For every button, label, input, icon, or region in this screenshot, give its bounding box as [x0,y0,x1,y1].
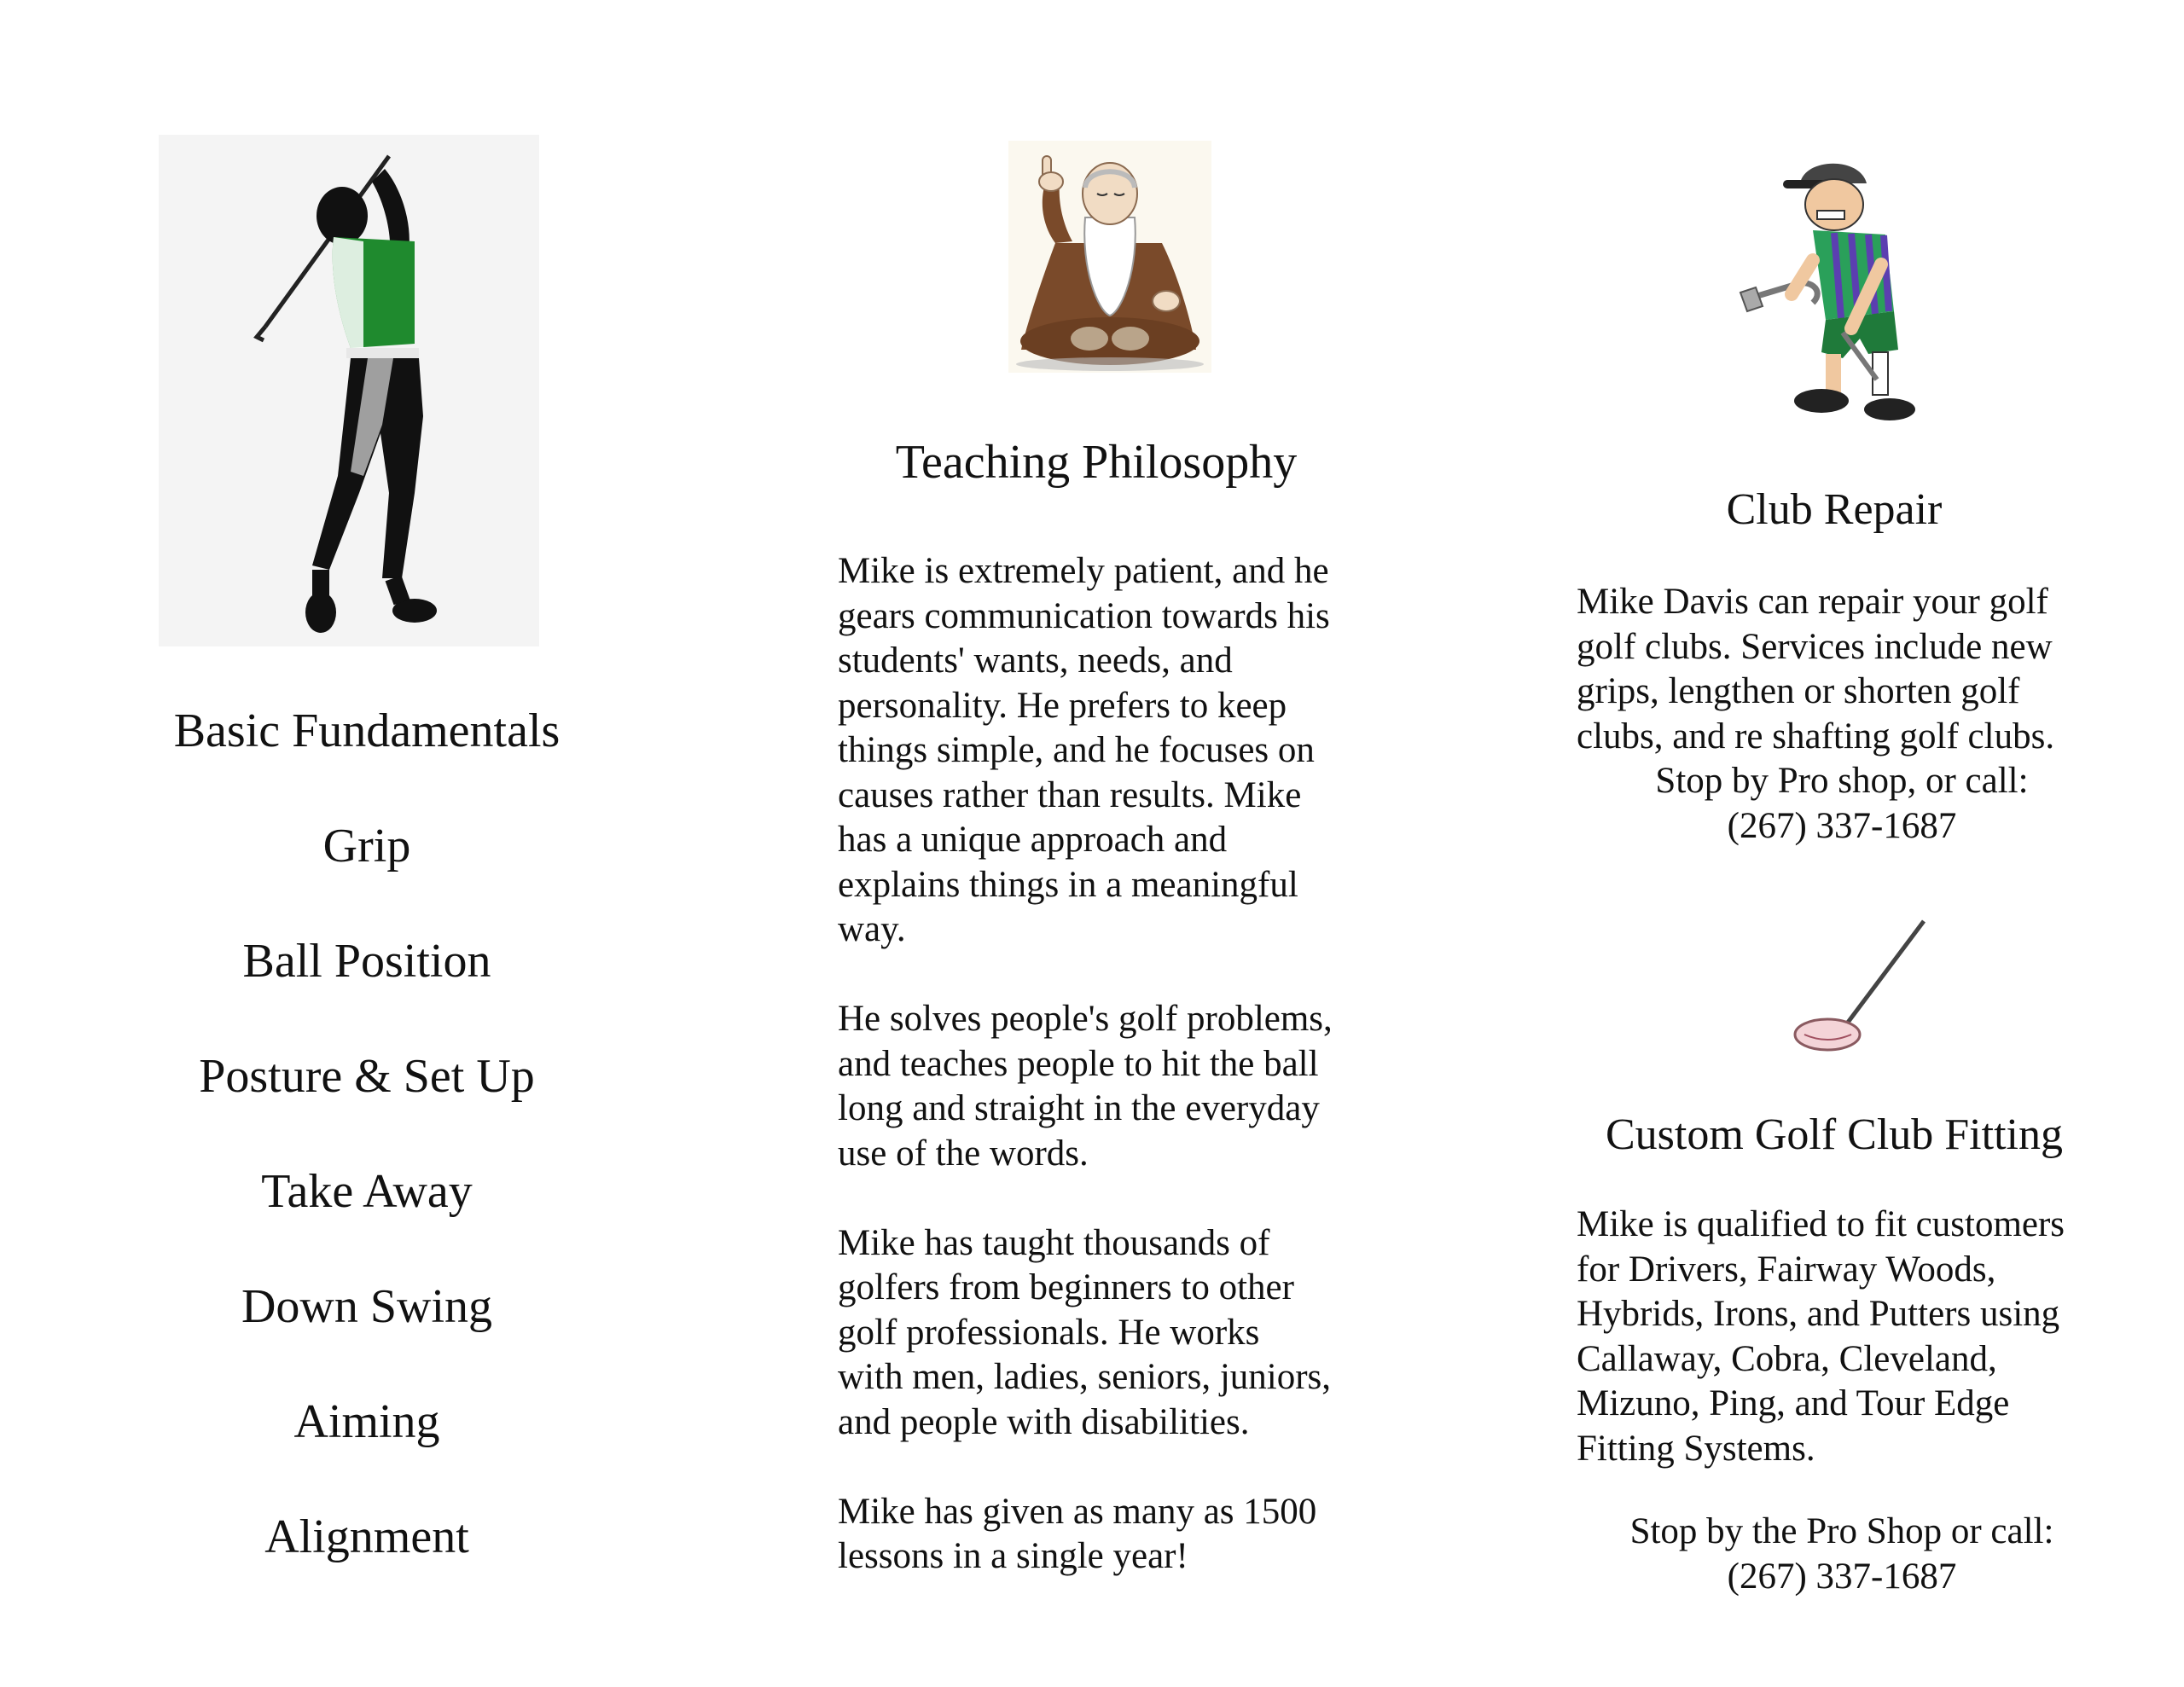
golf-driver-illustration [1766,917,1937,1062]
philosophy-paragraph: He solves people's golf problems, and teaches people to hit the ball long and straight in the everyday use of the words. [838,999,1333,1174]
club-fitting-contact: Stop by the Pro Shop or call: (267) 337-1687 [1629,1511,2054,1597]
teaching-philosophy-title: Teaching Philosophy [895,436,1298,489]
angry-golfer-illustration [1732,149,1937,431]
club-repair-title: Club Repair [1726,485,1943,534]
right-panel [1561,0,2107,1687]
fundamental-item: Down Swing [241,1280,493,1333]
philosophy-paragraph: Mike has given as many as 1500 lessons in a single year! [838,1491,1317,1576]
golf-club-icon [1766,917,1937,1062]
fundamental-item: Posture & Set Up [199,1050,535,1103]
fundamental-item: Alignment [264,1510,469,1563]
left-panel [128,0,606,1687]
teaching-philosophy-body [838,549,1392,1624]
fundamental-item: Ball Position [242,935,491,988]
fundamental-item: Take Away [261,1165,473,1218]
meditating-sage-illustration [1008,141,1211,373]
golfer-icon [159,135,539,646]
middle-panel [819,0,1399,1687]
sage-icon [1008,141,1211,373]
fundamentals-list [128,674,606,1595]
philosophy-paragraph: Mike has taught thousands of golfers from beginners to other golf professionals. He works with men, ladies, seniors, juniors, and people with disabilities. [838,1222,1332,1442]
club-repair-body: Mike Davis can repair your golf golf clubs. Services include new grips, lengthen or shorten golf clubs, and re shafting golf clubs. [1577,582,2055,757]
fundamentals-heading: Basic Fundamentals [173,704,561,757]
club-fitting-title: Custom Golf Club Fitting [1606,1110,2063,1159]
golfer-swing-illustration [159,135,539,646]
philosophy-paragraph: Mike is extremely patient, and he gears communication towards his students' wants, needs, and personality. He prefers to keep things simple, and he focuses on causes rather than results. Mike has a unique approach and explains things in a meaningful way. [838,551,1330,949]
angry-golfer-icon [1732,149,1937,431]
fundamental-item: Grip [322,820,411,872]
club-repair-contact: Stop by Pro shop, or call: (267) 337-1687 [1655,761,2029,846]
club-fitting-body: Mike is qualified to fit customers for Drivers, Fairway Woods, Hybrids, Irons, and Putters using Callaway, Cobra, Cleveland, Mizuno, Ping, and Tour Edge Fitting Systems. [1577,1204,2065,1469]
fundamental-item: Aiming [293,1395,440,1448]
